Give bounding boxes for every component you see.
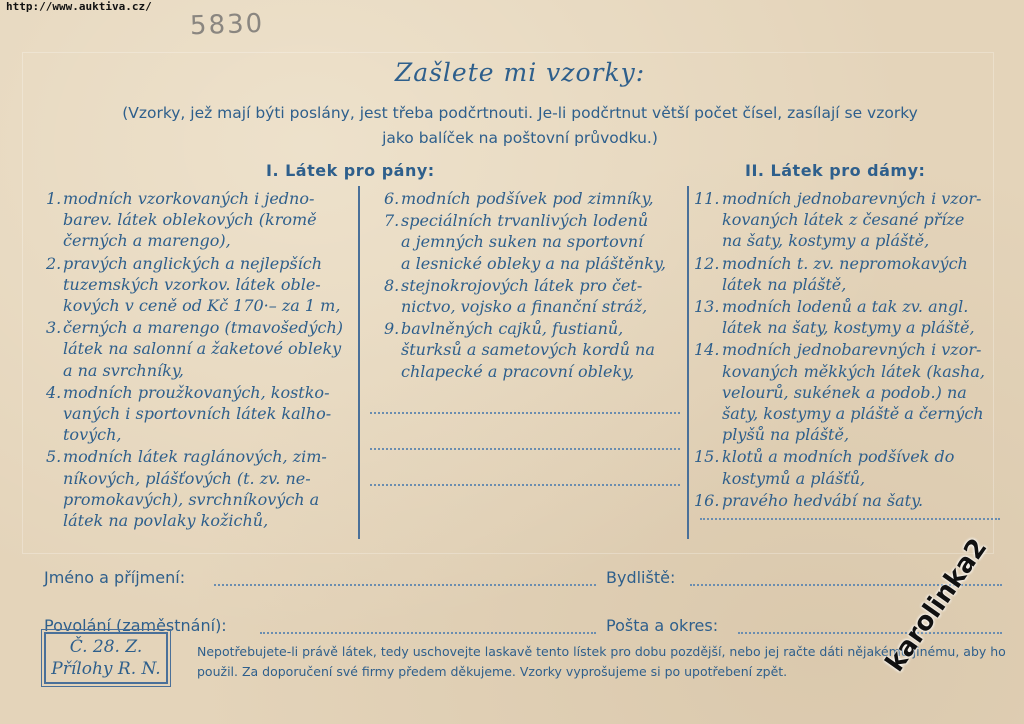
card-title: Zašlete mi vzorky: (394, 58, 646, 87)
item-number: 4. (46, 382, 62, 402)
item-line: a lesnické obleky a na pláštěnky, (401, 253, 666, 273)
seller-watermark: karolinka2 (880, 533, 994, 678)
item-number: 1. (46, 189, 62, 208)
list-item[interactable] (694, 188, 1010, 252)
occupation-label: Povolání (zaměstnání): (44, 616, 227, 635)
item-line: plyšů na pláště, (722, 425, 850, 445)
item-line: modních lodenů a tak zv. angl. (722, 297, 969, 317)
item-line: kovaných měkkých látek (kasha, (722, 361, 985, 381)
list-item[interactable] (694, 339, 1010, 445)
item-line: modních podšívek pod zimníky, (401, 189, 654, 208)
list-item[interactable] (384, 318, 684, 382)
item-number: 7. (384, 211, 400, 231)
item-line: látek na povlaky kožichů, (63, 511, 269, 531)
item-line: modních proužkovaných, kostko- (63, 382, 330, 402)
item-line: látek na salonní a žaketové obleky (63, 339, 342, 359)
item-number: 2. (46, 253, 62, 273)
list-item[interactable] (694, 446, 1010, 488)
list-item[interactable] (46, 382, 358, 446)
item-line: černých a marengo (tmavošedých) (63, 318, 344, 338)
item-line: speciálních trvanlivých lodenů (401, 211, 649, 231)
list-item[interactable] (46, 317, 358, 381)
item-line: a na svrchníky, (63, 360, 184, 380)
item-line: barev. látek oblekových (kromě (63, 210, 317, 230)
item-number: 16. (694, 490, 720, 510)
men-column-1 (46, 188, 358, 532)
list-item[interactable] (384, 275, 684, 317)
item-number: 13. (694, 297, 720, 317)
column-divider-1 (358, 186, 360, 539)
item-line: kovaných látek z česané příze (722, 210, 965, 230)
item-line: modních vzorkovaných i jedno- (63, 189, 315, 208)
item-line: modních jednobarevných i vzor- (722, 340, 982, 360)
item-line: modních látek raglánových, zim- (63, 447, 327, 467)
section-women-heading: II. Látek pro dámy: (745, 161, 926, 180)
list-item[interactable] (384, 210, 684, 274)
item-line: šturksů a sametových kordů na (401, 340, 655, 360)
item-line: nictvo, vojsko a finanční stráž, (401, 297, 648, 317)
list-item[interactable] (694, 253, 1010, 295)
item-line: modních jednobarevných i vzor- (722, 189, 982, 208)
item-number: 8. (384, 275, 400, 295)
pencil-note: 5830 (189, 8, 265, 42)
women-column (694, 188, 1010, 512)
reference-stamp (44, 632, 168, 684)
source-url[interactable]: http://www.auktiva.cz/ (6, 0, 152, 13)
men-column-2 (384, 188, 684, 383)
stamp-line-2: Přílohy R. N. (51, 659, 161, 679)
footer-note: Nepotřebujete-li právě látek, tedy uschovejte laskavě tento lístek pro dobu pozdější, nebo jej račte dáti nějakému jinému, aby ho použil. Za doporučení své firmy předem děkujeme. Vzorky vyprošujeme si po upotřebení zpět. (197, 644, 1006, 679)
blank-line[interactable] (700, 518, 1000, 520)
list-item[interactable] (384, 188, 684, 209)
list-item[interactable] (46, 188, 358, 252)
item-number: 3. (46, 318, 62, 338)
item-line: modních t. zv. nepromokavých (722, 253, 968, 273)
item-line: tuzemských vzorkov. látek oble- (63, 274, 321, 294)
blank-line-10[interactable] (370, 412, 680, 414)
item-line: látek na pláště, (722, 274, 847, 294)
instructions-line-2: jako balíček na poštovní průvodku.) (382, 129, 658, 147)
item-line: a jemných suken na sportovní (401, 232, 644, 252)
instructions-line-1: (Vzorky, jež mají býti poslány, jest třeba podčrtnouti. Je-li podčrtnut větší počet čísel, zasílají se vzorky (122, 104, 918, 122)
stamp-line-1: Č. 28. Z. (69, 637, 143, 657)
list-item[interactable] (694, 296, 1010, 338)
column-divider-2 (687, 186, 689, 539)
item-number: 9. (384, 319, 400, 339)
list-item[interactable] (46, 446, 358, 531)
item-line: tových, (63, 425, 122, 445)
list-item[interactable] (46, 253, 358, 317)
blank-line[interactable] (370, 484, 680, 486)
item-line: látek na šaty, kostymy a pláště, (722, 318, 975, 338)
item-line: kostymů a plášťů, (722, 468, 866, 488)
item-line: bavlněných cajků, fustianů, (401, 319, 624, 339)
item-line: klotů a modních podšívek do (722, 447, 955, 467)
name-label: Jméno a příjmení: (44, 568, 186, 587)
section-men-heading: I. Látek pro pány: (266, 161, 435, 180)
item-line: kových v ceně od Kč 170·– za 1 m, (63, 296, 341, 316)
item-number: 12. (694, 253, 720, 273)
item-line: černých a marengo), (63, 231, 231, 251)
name-field[interactable] (214, 584, 596, 586)
item-line: vaných i sportovních látek kalho- (63, 404, 332, 424)
item-line: chlapecké a pracovní obleky, (401, 361, 635, 381)
blank-line[interactable] (370, 448, 680, 450)
item-number: 11. (694, 189, 720, 208)
item-line: velourů, sukének a podob.) na (722, 382, 967, 402)
post-field[interactable] (738, 632, 1002, 634)
item-number: 5. (46, 447, 62, 467)
item-number: 6. (384, 189, 400, 208)
post-label: Pošta a okres: (606, 616, 719, 635)
item-line: pravých anglických a nejlepších (63, 253, 323, 273)
item-line: promokavých), svrchníkových a (63, 489, 320, 509)
item-line: šaty, kostymy a pláště a černých (722, 404, 984, 424)
residence-label: Bydliště: (606, 568, 676, 587)
item-line: na šaty, kostymy a pláště, (722, 231, 930, 251)
item-line: níkových, plášťových (t. zv. ne- (63, 468, 311, 488)
occupation-field[interactable] (260, 632, 596, 634)
item-line: stejnokrojových látek pro čet- (401, 275, 643, 295)
item-line: pravého hedvábí na šaty. (722, 490, 924, 510)
list-item[interactable] (694, 490, 1010, 511)
item-number: 14. (694, 340, 720, 360)
item-number: 15. (694, 447, 720, 467)
instructions (30, 101, 1010, 151)
